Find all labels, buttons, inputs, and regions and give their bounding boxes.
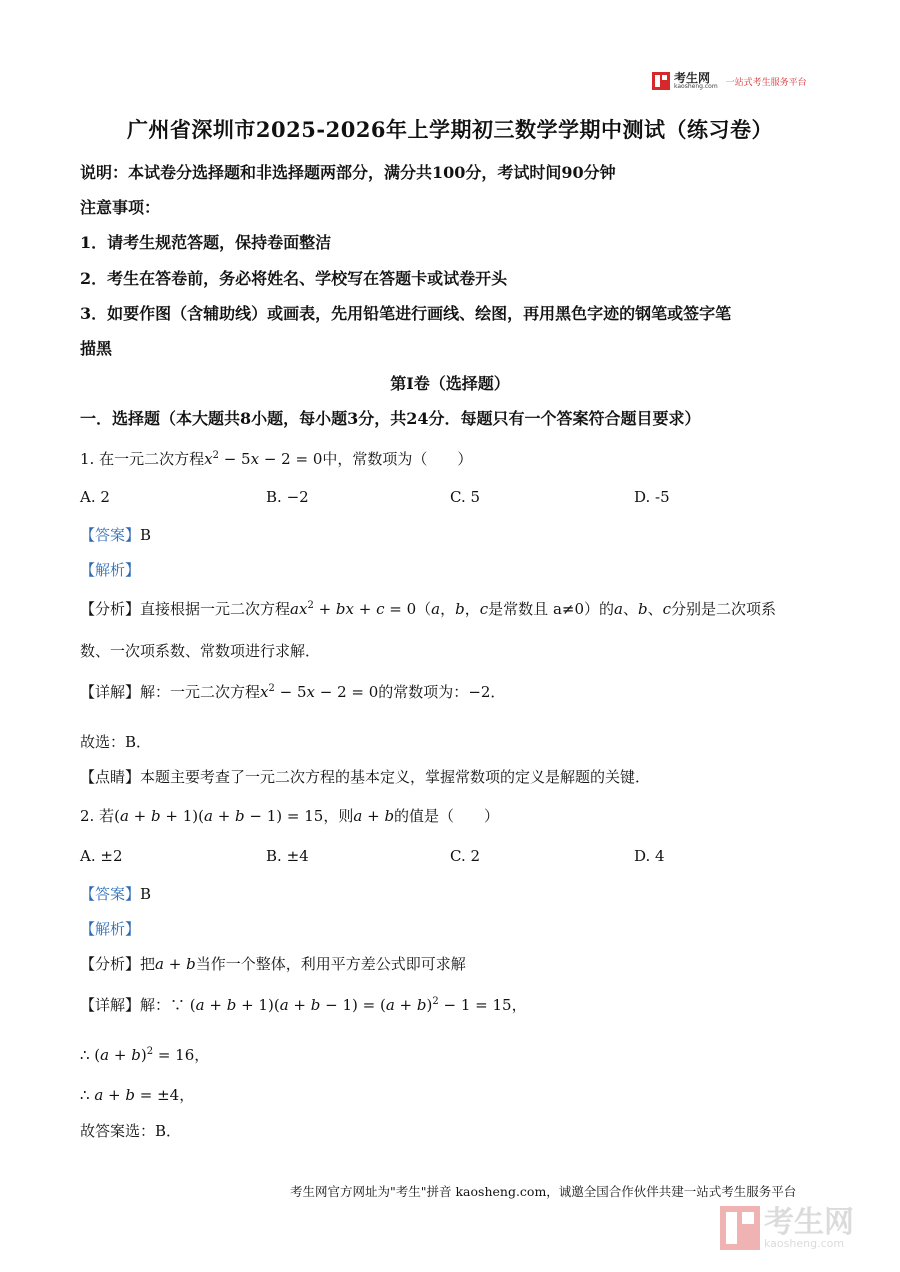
q2-select: 故答案选：B． (80, 1122, 182, 1140)
q1-fenxi: 【分析】直接根据一元二次方程$ax^2$ + bx + c = 0（a，b，c是常数且 a≠0）的a、b、c分别是二次项系 (80, 600, 777, 618)
header-logo (652, 72, 807, 90)
question-1-stem: 1. 在一元二次方程$x^2 - 5x - 2 = 0$中，常数项为（ ） (80, 450, 473, 468)
note-item-continued: 描黑 (80, 339, 113, 358)
q2-option-c: C. 2 (450, 847, 481, 865)
question-2-stem: 2. 若(a + b + 1)(a + b − 1) = 15，则a + b的值是（ ） (80, 807, 500, 825)
section-heading: 一．选择题（本大题共8小题，每小题3分，共24分．每题只有一个答案符合题目要求） (80, 409, 701, 428)
q2-option-a: A. ±2 (80, 847, 123, 865)
kaosheng-logo-icon (652, 72, 670, 90)
q2-option-d: D. 4 (634, 847, 665, 865)
q1-select: 故选：B． (80, 733, 152, 751)
kaosheng-watermark-icon (720, 1206, 760, 1250)
note-item: 1．请考生规范答题，保持卷面整洁 (80, 233, 332, 252)
q2-detail: 【详解】解：∵ $(a + b + 1)(a + b - 1) = (a + b)^2 - 1 = 15$， (80, 996, 527, 1014)
watermark-name: 考生网 (764, 1204, 854, 1240)
logo-slogan: 一站式考生服务平台 (725, 77, 807, 88)
footer-note: 考生网官方网址为"考生"拼音 kaosheng.com，诚邀全国合作伙伴共建一站式考生服务平台 (290, 1184, 797, 1199)
note-item: 2．考生在答卷前，务必将姓名、学校写在答题卡或试卷开头 (80, 269, 508, 288)
q2-step-square: ∴ $(a + b)^2 = 16$， (80, 1046, 210, 1064)
q2-answer: 【答案】B (80, 885, 152, 903)
page-title: 广州省深圳市2025-2026年上学期初三数学学期中测试（练习卷） (126, 117, 774, 142)
watermark (720, 1206, 854, 1250)
q1-fenxi-line2: 数、一次项系数、常数项进行求解． (80, 642, 321, 660)
note-item: 3．如要作图（含辅助线）或画表，先用铅笔进行画线、绘图，再用黑色字迹的钢笔或签字笔 (80, 304, 732, 323)
q1-detail: 【详解】解：一元二次方程$x^2 - 5x - 2 = 0$的常数项为：−2． (80, 683, 506, 701)
q1-option-b: B. −2 (266, 488, 309, 506)
logo-domain: kaosheng.com (674, 83, 718, 90)
q2-option-b: B. ±4 (266, 847, 309, 865)
q1-equation: $x^2 - 5x - 2 = 0$ (204, 450, 323, 468)
q2-analysis-tag: 【解析】 (80, 920, 141, 938)
logo-name: 考生网 (674, 71, 711, 85)
q2-fenxi: 【分析】把a + b当作一个整体，利用平方差公式即可求解 (80, 955, 466, 973)
q1-option-c: C. 5 (450, 488, 481, 506)
q1-analysis-tag: 【解析】 (80, 561, 141, 579)
q1-answer: 【答案】B (80, 526, 152, 544)
q1-option-d: D. -5 (634, 488, 670, 506)
q1-general-equation: $ax^2$ + bx + c = 0 (290, 600, 417, 618)
q1-option-a: A. 2 (80, 488, 110, 506)
q1-dianjing: 【点睛】本题主要考查了一元二次方程的基本定义，掌握常数项的定义是解题的关键． (80, 768, 651, 786)
q2-step-sum: ∴ a + b = ±4， (80, 1086, 195, 1104)
notes-heading: 注意事项： (80, 198, 161, 217)
exam-explanation: 说明：本试卷分选择题和非选择题两部分，满分共100分，考试时间90分钟 (80, 163, 616, 182)
volume-heading: 第I卷（选择题） (390, 374, 510, 393)
watermark-domain: kaosheng.com (764, 1236, 845, 1250)
